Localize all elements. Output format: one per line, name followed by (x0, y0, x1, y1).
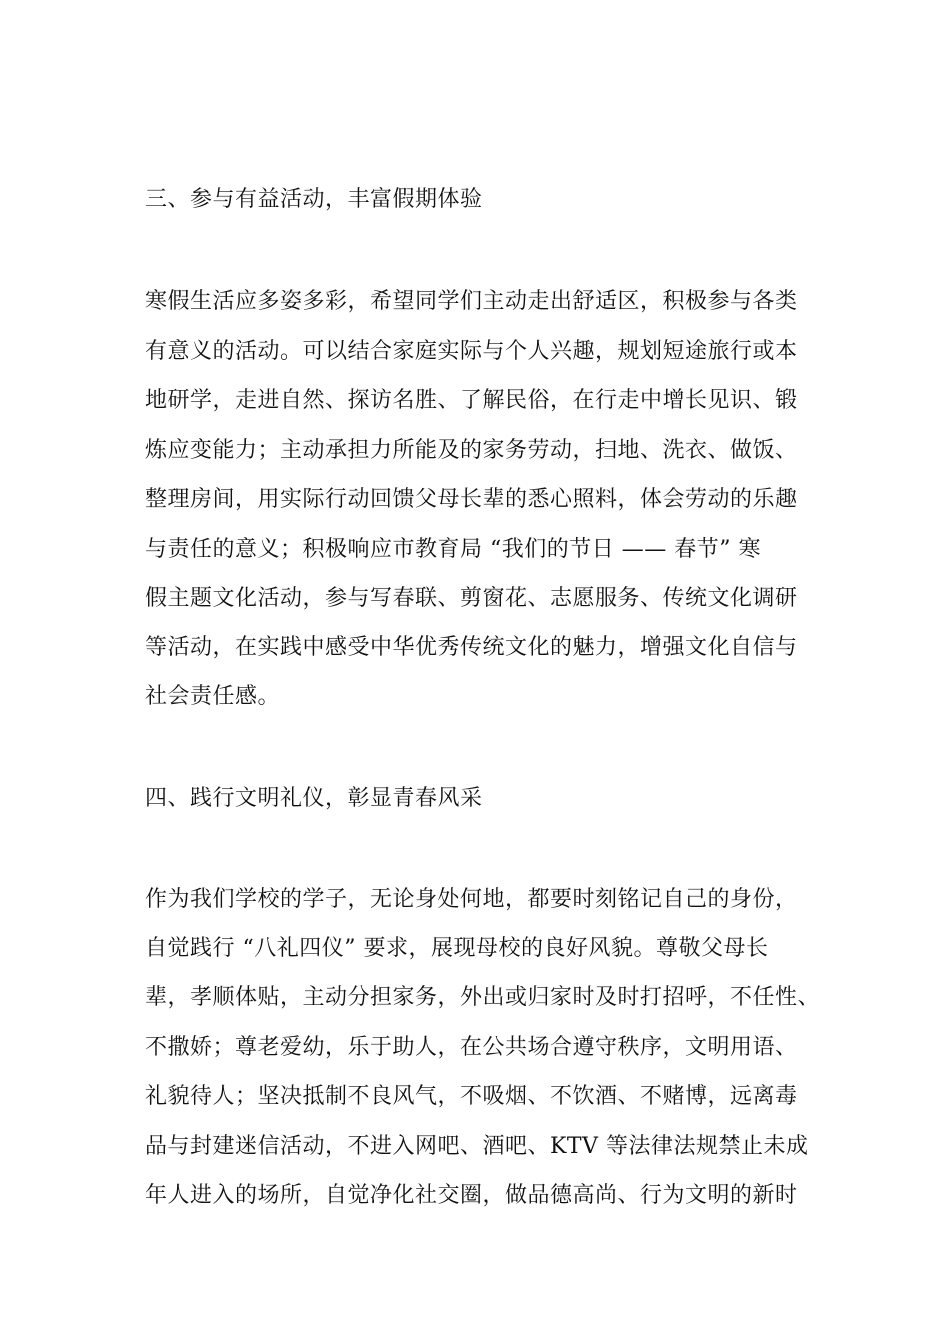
paragraph-line: 礼貌待人；坚决抵制不良风气，不吸烟、不饮酒、不赌博，远离毒 (145, 1084, 798, 1109)
paragraph-line: 炼应变能力；主动承担力所能及的家务劳动，扫地、洗衣、做饭、 (145, 438, 798, 463)
paragraph-line: 不撒娇；尊老爱幼，乐于助人，在公共场合遵守秩序，文明用语、 (145, 1035, 798, 1060)
paragraph-line: 品与封建迷信活动，不进入网吧、酒吧、KTV 等法律法规禁止未成 (145, 1134, 809, 1159)
paragraph-line: 等活动，在实践中感受中华优秀传统文化的魅力，增强文化自信与 (145, 635, 798, 660)
paragraph-line: 自觉践行 “八礼四仪” 要求，展现母校的良好风貌。尊敬父母长 (145, 936, 769, 961)
paragraph-line: 作为我们学校的学子，无论身处何地，都要时刻铭记自己的身份， (145, 887, 798, 912)
section-heading-three: 三、参与有益活动，丰富假期体验 (145, 187, 483, 212)
paragraph-line: 寒假生活应多姿多彩，希望同学们主动走出舒适区，积极参与各类 (145, 289, 798, 314)
paragraph-line: 辈，孝顺体贴，主动分担家务，外出或归家时及时打招呼，不任性、 (145, 985, 821, 1010)
paragraph-line: 假主题文化活动，参与写春联、剪窗花、志愿服务、传统文化调研 (145, 586, 798, 611)
paragraph-line: 有意义的活动。可以结合家庭实际与个人兴趣，规划短途旅行或本 (145, 339, 798, 364)
paragraph-line: 地研学，走进自然、探访名胜、了解民俗，在行走中增长见识、锻 (145, 388, 798, 413)
paragraph-line: 与责任的意义；积极响应市教育局 “我们的节日 —— 春节” 寒 (145, 537, 761, 562)
paragraph-line: 整理房间，用实际行动回馈父母长辈的悉心照料，体会劳动的乐趣 (145, 487, 798, 512)
paragraph-line: 年人进入的场所，自觉净化社交圈，做品德高尚、行为文明的新时 (145, 1183, 798, 1208)
section-heading-four: 四、践行文明礼仪，彰显青春风采 (145, 786, 483, 811)
paragraph-line: 社会责任感。 (145, 684, 281, 709)
